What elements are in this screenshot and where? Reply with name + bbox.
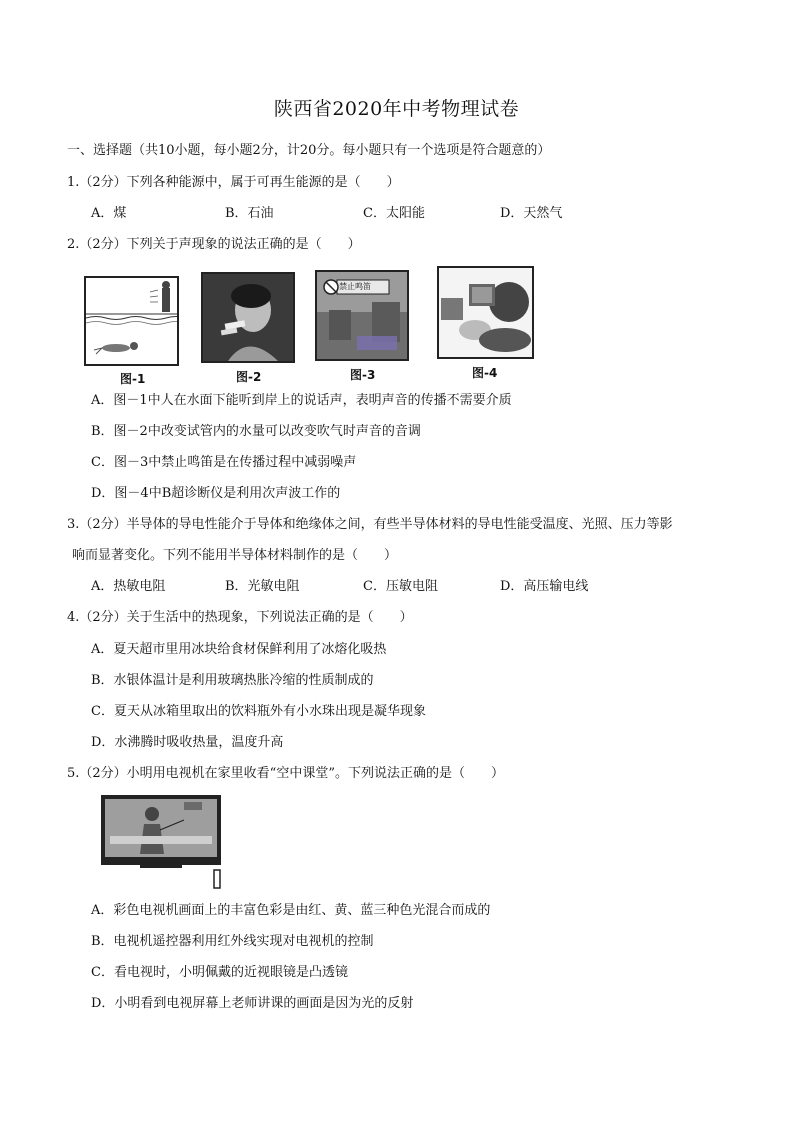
q3-option-b: B．光敏电阻 bbox=[225, 579, 300, 594]
question-2-stem: 2.（2分）下列关于声现象的说法正确的是（ ） bbox=[67, 237, 361, 252]
question-3-stem-line-1: 3.（2分）半导体的导电性能介于导体和绝缘体之间，有些半导体材料的导电性能受温度、光照、压力等影 bbox=[67, 517, 673, 532]
figure-2-caption: 图-2 bbox=[236, 370, 262, 384]
figure-1-caption: 图-1 bbox=[120, 372, 146, 386]
question-5-stem: 5.（2分）小明用电视机在家里收看“空中课堂”。下列说法正确的是（ ） bbox=[67, 766, 504, 781]
q1-option-d: D．天然气 bbox=[500, 206, 563, 221]
figure-2-image bbox=[201, 272, 295, 363]
q3-option-c: C．压敏电阻 bbox=[363, 579, 438, 594]
q1-option-c: C．太阳能 bbox=[363, 206, 425, 221]
figure-1-image bbox=[84, 276, 179, 366]
q5-option-c: C．看电视时，小明佩戴的近视眼镜是凸透镜 bbox=[91, 965, 348, 980]
test-tube-photo bbox=[203, 274, 293, 361]
tv-drawing bbox=[100, 794, 225, 892]
figure-3-caption: 图-3 bbox=[350, 368, 376, 382]
swimmer-drawing bbox=[86, 278, 177, 364]
q3-option-d: D．高压输电线 bbox=[500, 579, 589, 594]
q1-option-a: A．煤 bbox=[91, 206, 127, 221]
q5-option-a: A．彩色电视机画面上的丰富色彩是由红、黄、蓝三种色光混合而成的 bbox=[91, 903, 491, 918]
q4-option-d: D．水沸腾时吸收热量，温度升高 bbox=[91, 735, 284, 750]
q2-option-c: C．图－3中禁止鸣笛是在传播过程中减弱噪声 bbox=[91, 455, 357, 470]
no-honking-sign-text: 禁止鸣笛 bbox=[339, 282, 371, 291]
q2-option-d: D．图－4中B超诊断仪是利用次声波工作的 bbox=[91, 486, 341, 501]
ultrasound-photo bbox=[439, 268, 532, 357]
q5-option-d: D．小明看到电视屏幕上老师讲课的画面是因为光的反射 bbox=[91, 996, 414, 1011]
figure-4-caption: 图-4 bbox=[472, 366, 498, 380]
q5-option-b: B．电视机遥控器利用红外线实现对电视机的控制 bbox=[91, 934, 374, 949]
q4-option-b: B．水银体温计是利用玻璃热胀冷缩的性质制成的 bbox=[91, 673, 374, 688]
q4-option-a: A．夏天超市里用冰块给食材保鲜利用了冰熔化吸热 bbox=[91, 642, 387, 657]
question-4-stem: 4.（2分）关于生活中的热现象，下列说法正确的是（ ） bbox=[67, 610, 413, 625]
section-heading: 一、选择题（共10小题，每小题2分，计20分。每小题只有一个选项是符合题意的） bbox=[67, 143, 551, 158]
q2-option-b: B．图－2中改变试管内的水量可以改变吹气时声音的音调 bbox=[91, 424, 421, 439]
figure-4-image bbox=[437, 266, 534, 359]
q2-option-a: A．图－1中人在水面下能听到岸上的说话声，表明声音的传播不需要介质 bbox=[91, 393, 512, 408]
q4-option-c: C．夏天从冰箱里取出的饮料瓶外有小水珠出现是凝华现象 bbox=[91, 704, 426, 719]
q1-option-b: B．石油 bbox=[225, 206, 274, 221]
tv-figure-image bbox=[100, 794, 225, 892]
page-title: 陕西省2020年中考物理试卷 bbox=[273, 98, 520, 120]
question-1-stem: 1.（2分）下列各种能源中，属于可再生能源的是（ ） bbox=[67, 175, 400, 190]
question-3-stem-line-2: 响而显著变化。下列不能用半导体材料制作的是（ ） bbox=[72, 548, 398, 563]
q3-option-a: A．热敏电阻 bbox=[91, 579, 166, 594]
figure-3-image bbox=[315, 270, 409, 361]
